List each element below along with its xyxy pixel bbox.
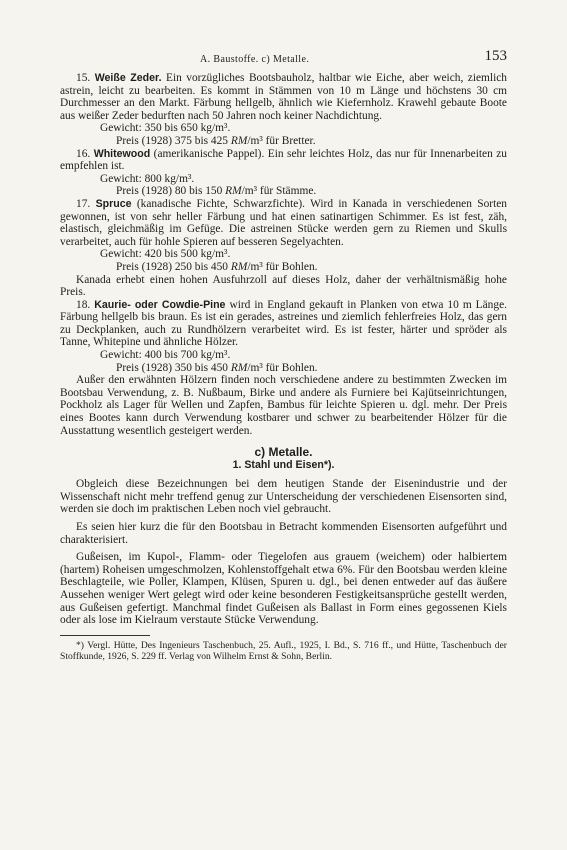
wood-entry-16: [60, 148, 507, 173]
entry-weight: Gewicht: 400 bis 700 kg/m³.: [100, 349, 231, 362]
entry-text: (kanadische Fichte, Schwarzfichte). Wird in Kanada in verschiedenen Sorten gewonnen, ist von sehr heller Färbung und hat einen satinartigen Schimmer. Es ist fest, zäh, elastisch, gleichmäßig im Gefüge. Die astreinen Stücke werden gern zu Riemen und Skulls verarbeitet, auch für hohle Spieren auf besseren Segelyachten.: [60, 197, 507, 248]
wood-entry-18: [60, 299, 507, 349]
body-text: [60, 72, 507, 663]
footnote: *) Vergl. Hütte, Des Ingenieurs Taschenbuch, 25. Aufl., 1925, I. Bd., S. 716 ff., und Hütte, Taschenbuch der Stoffkunde, 1926, S. 229 ff. Verlag von Wilhelm Ernst & Sohn, Berlin.: [60, 639, 507, 663]
entry-price: Preis (1928) 375 bis 425 RM/m³ für Bretter.: [116, 134, 316, 147]
running-title: A. Baustoffe. c) Metalle.: [200, 54, 310, 65]
section-paragraph: Obgleich diese Bezeichnungen bei dem heutigen Stande der Eisenindustrie und der Wissenschaft nicht mehr treffend genug zur Unterscheidung der verschiedenen Eisensorten sind, werden sie doch im praktischen Leben noch viel gebraucht.: [60, 478, 507, 516]
entry-name: Whitewood: [93, 147, 151, 160]
entry-name: Spruce: [95, 197, 132, 210]
entry-price: Preis (1928) 350 bis 450 RM/m³ für Bohlen.: [116, 361, 318, 374]
entry-number: 18.: [76, 298, 91, 311]
footnote-rule: [60, 635, 150, 636]
entry-number: 15.: [76, 72, 91, 84]
entry-price: Preis (1928) 80 bis 150 RM/m³ für Stämme.: [116, 185, 317, 198]
entry-price: Preis (1928) 250 bis 450 RM/m³ für Bohlen.: [116, 260, 318, 273]
entry-text: wird in England gekauft in Planken von etwa 10 m Länge. Färbung hellgelb bis braun. Es ist ein gerades, astreines und ziemlich fehlerfreies Holz, das gern zu Deckplanken, auch zu Rundhölzern verarbeitet wird. Es ist fester, härter und spröder als Tanne, Whitepine und ähnliche Hölzer.: [60, 298, 507, 349]
running-head: [60, 48, 507, 72]
entry-weight: Gewicht: 800 kg/m³.: [100, 172, 195, 185]
entry-number: 17.: [76, 197, 91, 210]
entry-name: Kaurie- oder Cowdie-Pine: [94, 298, 226, 311]
entry-weight: Gewicht: 350 bis 650 kg/m³.: [100, 122, 231, 135]
entry-note: Kanada erhebt einen hohen Ausfuhrzoll auf dieses Holz, daher der verhältnismäßig hohe Preis.: [60, 273, 507, 299]
page-number: 153: [484, 48, 507, 64]
wood-entry-17: [60, 198, 507, 248]
entry-text: Ein vorzügliches Bootsbauholz, haltbar wie Eiche, aber weich, ziemlich astrein, leicht zu bearbeiten. Es kommt in Stämmen von 10 m Länge und höchstens 30 cm Durchmesser an den Markt. Färbung hellgelb, ähnlich wie Kiefernholz. Krawehl gebaute Boote aus weißer Zeder bedurften nach 50 Jahren noch keiner Nachdichtung.: [60, 72, 507, 122]
section-paragraph: Es seien hier kurz die für den Bootsbau in Betracht kommenden Eisensorten aufgeführt und charakterisiert.: [60, 521, 507, 546]
section-paragraph: Gußeisen, im Kupol-, Flamm- oder Tiegelofen aus grauem (weichem) oder halbiertem (hartem) Roheisen umgeschmolzen, Kohlenstoffgehalt etwa 6%. Für den Bootsbau werden kleine Beschlagteile, wie Poller, Klampen, Klüsen, Spuren u. dgl., bei denen entweder auf das äußere Aussehen weniger Wert gelegt wird oder keine besonderen Festigkeitsansprüche gestellt werden, aus Gußeisen gefertigt. Manchmal findet Gußeisen als Ballast in Form eines gegossenen Kiels oder als lose im Kielraum verstaute Stücke Verwendung.: [60, 551, 507, 627]
section-heading: c) Metalle.: [254, 445, 313, 460]
entry-weight: Gewicht: 420 bis 500 kg/m³.: [100, 248, 231, 261]
entry-number: 16.: [76, 147, 91, 160]
wood-entry-15: [60, 72, 507, 122]
subsection-heading: 1. Stahl und Eisen*).: [232, 459, 335, 472]
closing-paragraph: Außer den erwähnten Hölzern finden noch verschiedene andere zu bestimmten Zwecken im Bootsbau Verwendung, z. B. Nußbaum, Birke und andere als Furniere bei Kajütseinrichtungen, Pockholz als Lager für Wellen und Zapfen, Bambus für leichte Spieren u. dgl. mehr. Der Preis eines Bootes kann durch Verwendung kostbarer und schwer zu bearbeitender Hölzer für die Ausstattung wesentlich gesteigert werden.: [60, 374, 507, 437]
entry-text: (amerikanische Pappel). Ein sehr leichtes Holz, das nur für Innenarbeiten zu empfehlen ist.: [60, 147, 507, 173]
entry-name: Weiße Zeder.: [94, 72, 162, 84]
